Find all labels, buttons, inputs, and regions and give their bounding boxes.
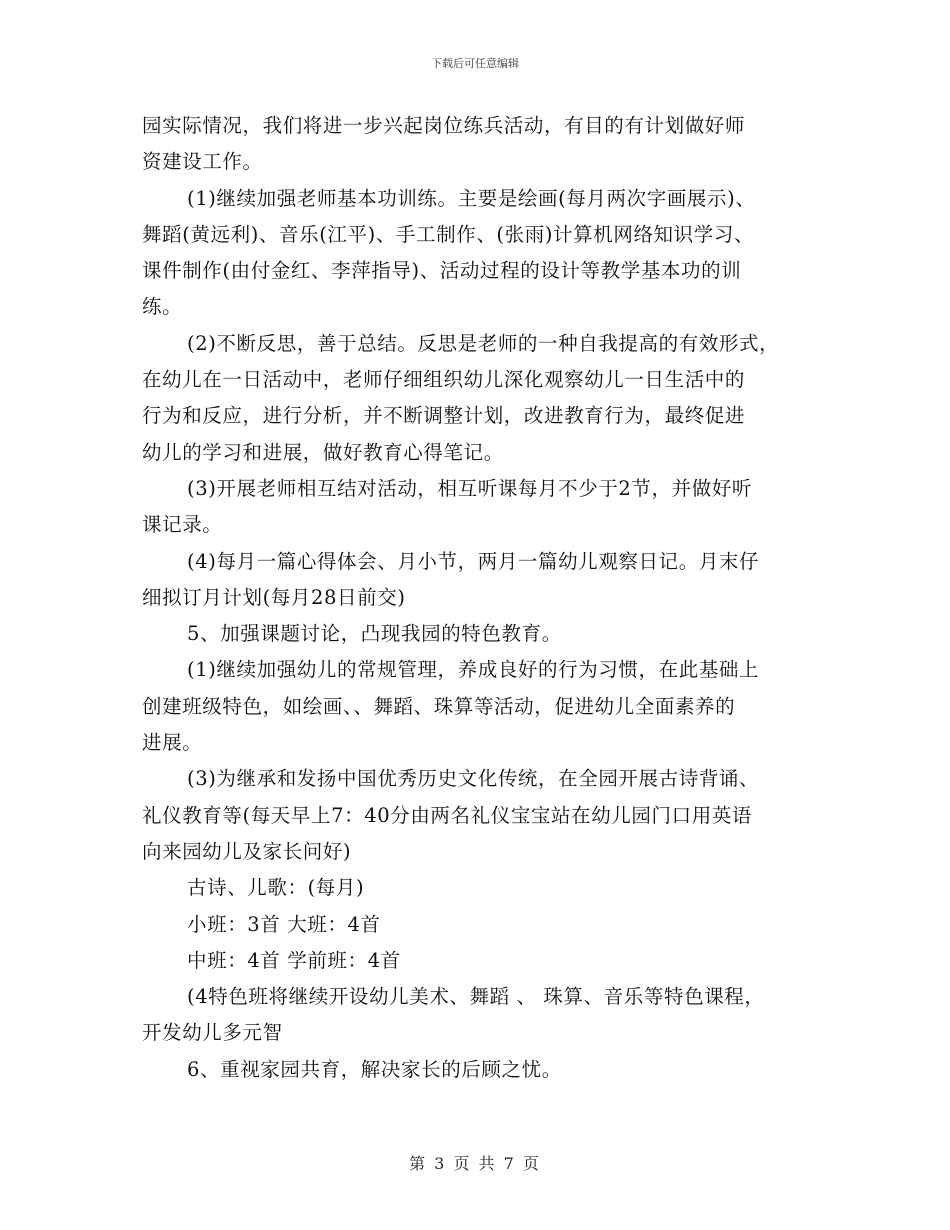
body-line: 细拟订月计划(每月28日前交) bbox=[142, 585, 406, 609]
body-line: 礼仪教育等(每天早上7：40分由两名礼仪宝宝站在幼儿园门口用英语 bbox=[142, 803, 753, 827]
page-number: 第 3 页 共 7 页 bbox=[409, 1154, 541, 1173]
body-line: 向来园幼儿及家长问好) bbox=[142, 839, 352, 863]
paragraph-line: (3)开展老师相互结对活动，相互听课每月不少于2节，并做好听 bbox=[187, 476, 753, 500]
body-line: 开发幼儿多元智 bbox=[142, 1021, 283, 1045]
paragraph-line: 中班：4首 学前班：4首 bbox=[187, 948, 401, 972]
body-line: 舞蹈(黄远利)、音乐(江平)、手工制作、(张雨)计算机网络知识学习、 bbox=[142, 222, 755, 246]
page-header-note: 下载后可任意编辑 bbox=[431, 57, 519, 70]
body-line: 在幼儿在一日活动中，老师仔细组织幼儿深化观察幼儿一日生活中的 bbox=[142, 368, 746, 392]
paragraph-line: (3)为继承和发扬中国优秀历史文化传统，在全园开展古诗背诵、 bbox=[187, 767, 760, 791]
body-line: 园实际情况，我们将进一步兴起岗位练兵活动，有目的有计划做好师 bbox=[142, 114, 746, 137]
document-body bbox=[142, 108, 832, 1088]
body-line: 创建班级特色，如绘画、、舞蹈、珠算等活动，促进幼儿全面素养的 bbox=[142, 694, 736, 718]
section-heading: 6、重视家园共育，解决家长的后顾之忧。 bbox=[187, 1057, 562, 1081]
section-heading: 5、加强课题讨论，凸现我园的特色教育。 bbox=[187, 622, 562, 646]
paragraph-line: (4)每月一篇心得体会、月小节，两月一篇幼儿观察日记。月末仔 bbox=[187, 549, 760, 573]
body-line: 练。 bbox=[142, 295, 183, 319]
body-line: 幼儿的学习和进展，做好教育心得笔记。 bbox=[142, 440, 504, 464]
paragraph-line: (1)继续加强幼儿的常规管理，养成良好的行为习惯，在此基础上 bbox=[187, 658, 760, 682]
paragraph-line: (4特色班将继续开设幼儿美术、舞蹈 、 珠算、音乐等特色课程， bbox=[187, 985, 765, 1009]
paragraph-line: 小班：3首 大班：4首 bbox=[187, 912, 381, 936]
body-line: 资建设工作。 bbox=[142, 150, 263, 174]
paragraph-line: 古诗、儿歌：(每月) bbox=[187, 876, 365, 900]
body-line: 课件制作(由付金红、李萍指导)、活动过程的设计等教学基本功的训 bbox=[142, 259, 742, 283]
body-line: 进展。 bbox=[142, 731, 203, 755]
paragraph-line: (1)继续加强老师基本功训练。主要是绘画(每月两次字画展示)、 bbox=[187, 186, 756, 210]
body-line: 行为和反应，进行分析，并不断调整计划，改进教育行为，最终促进 bbox=[142, 404, 746, 428]
body-line: 课记录。 bbox=[142, 513, 223, 537]
paragraph-line: (2)不断反思，善于总结。反思是老师的一种自我提高的有效形式， bbox=[187, 331, 780, 355]
